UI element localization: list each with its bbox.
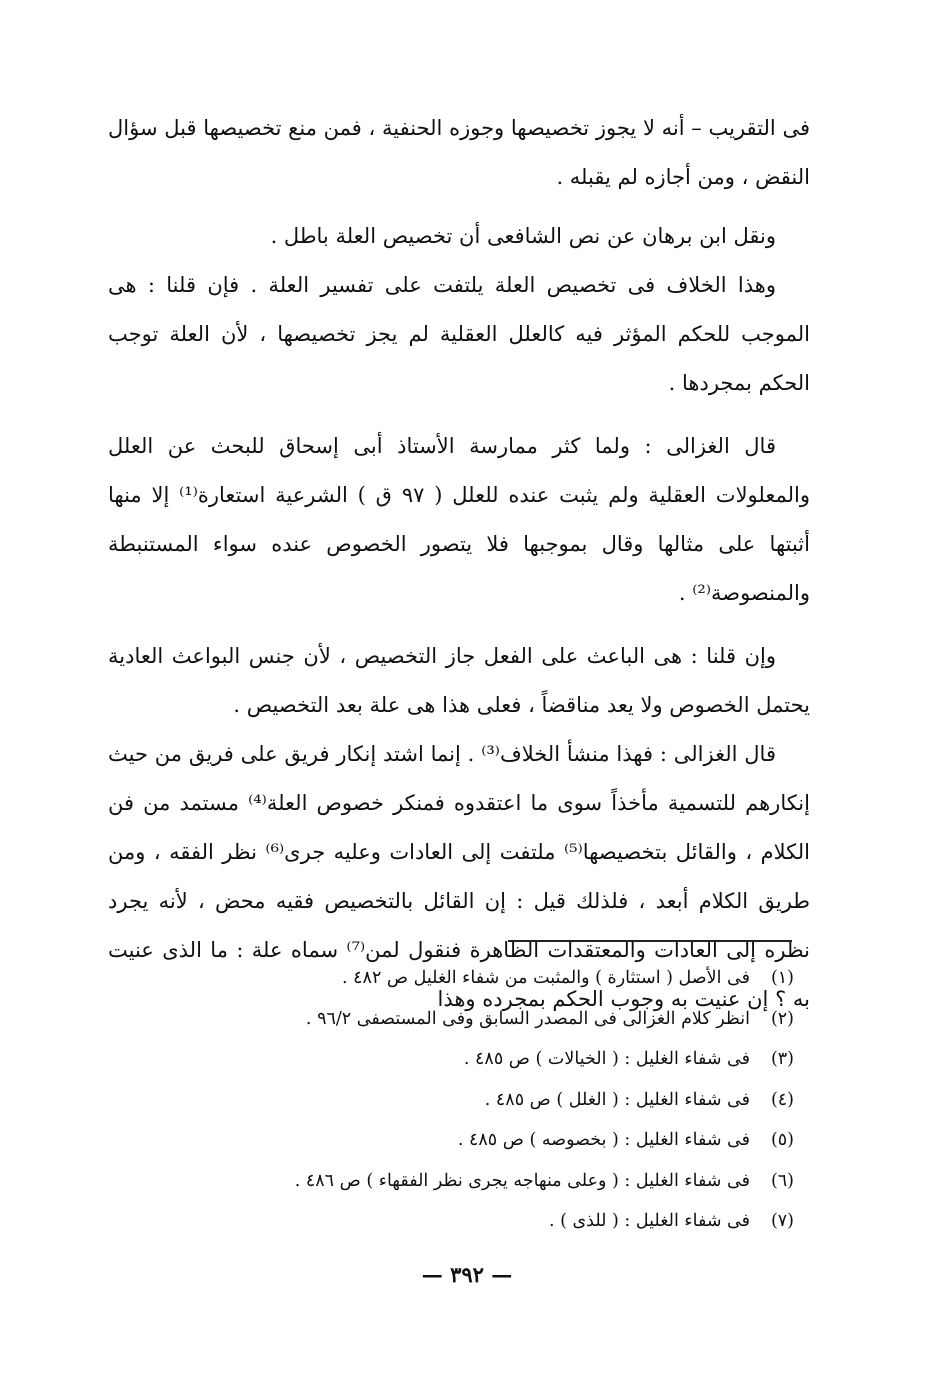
footnote xyxy=(194,1039,794,1080)
footnote-text: فى شفاء الغليل : ( للذى ) . xyxy=(548,1211,750,1231)
footnote xyxy=(194,1120,794,1161)
footnote xyxy=(194,1161,794,1202)
footnote xyxy=(194,958,794,999)
paragraph: ونقل ابن برهان عن نص الشافعى أن تخصيص العلة باطل . xyxy=(270,224,776,248)
footnotes-list xyxy=(194,958,794,1242)
page-number: — ٣٩٢ — xyxy=(421,1262,513,1287)
footnote-number: (٢) xyxy=(770,1008,794,1029)
footnote-text: فى شفاء الغليل : ( الغلل ) ص ٤٨٥ . xyxy=(484,1089,750,1110)
footnote-text: انظر كلام الغزالى فى المصدر السابق وفى المستصفى ٩٦/٢ . xyxy=(305,1008,750,1029)
paragraph: فى التقريب – أنه لا يجوز تخصيصها وجوزه الحنفية ، فمن منع تخصيصها قبل سؤال النقض ، ومن أجازه لم يقبله . xyxy=(108,116,810,189)
paragraph: وإن قلنا : هى الباعث على الفعل جاز التخصيص ، لأن جنس البواعث العادية يحتمل الخصوص ولا يعد مناقضاً ، فعلى هذا هى علة بعد التخصيص . xyxy=(108,644,810,717)
footnote-text: فى شفاء الغليل : ( بخصوصه ) ص ٤٨٥ . xyxy=(457,1130,750,1150)
footnote-text: فى شفاء الغليل : ( وعلى منهاجه يجرى نظر الفقهاء ) ص ٤٨٦ . xyxy=(294,1170,750,1191)
footnote-number: (٣) xyxy=(770,1049,794,1069)
footnote xyxy=(194,1201,794,1242)
footnote-number: (١) xyxy=(770,968,794,988)
footnote-number: (٦) xyxy=(770,1170,794,1191)
footnote-separator xyxy=(508,940,792,942)
footnote-text: فى الأصل ( استثارة ) والمثبت من شفاء الغليل ص ٤٨٢ . xyxy=(342,968,750,988)
footnote-number: (٧) xyxy=(770,1211,794,1231)
paragraph: وهذا الخلاف فى تخصيص العلة يلتفت على تفسير العلة . فإن قلنا : هى الموجب للحكم المؤثر فيه كالعلل العقلية لم يجز تخصيصها ، لأن العلة توجب الحكم بمجردها . xyxy=(108,273,810,395)
main-text xyxy=(108,104,810,1024)
footnote-number: (٤) xyxy=(770,1089,794,1110)
paragraph: قال الغزالى : فهذا منشأ الخلاف⁽³⁾ . إنما اشتد إنكار فريق على فريق من حيث إنكارهم للتسمية مأخذاً سوى ما اعتقدوه فمنكر خصوص العلة⁽⁴⁾ مستمد من فن الكلام ، والقائل بتخصيصها⁽⁵⁾ ملتفت إلى العادات وعليه جرى⁽⁶⁾ نظر الفقه ، ومن طريق الكلام أبعد ، فلذلك قيل : إن القائل بالتخصيص فقيه محض ، لأنه يجرد نظره إلى العادات والمعتقدات الظاهرة فنقول لمن⁽⁷⁾ سماه علة : ما الذى عنيت به ؟ إن عنيت به وجوب الحكم بمجرده وهذا xyxy=(108,742,810,1011)
footnote-number: (٥) xyxy=(770,1130,794,1150)
paragraph: قال الغزالى : ولما كثر ممارسة الأستاذ أبى إسحاق للبحث عن العلل والمعلولات العقلية ولم يثبت عنده للعلل ( ٩٧ ق ) الشرعية استعارة⁽¹⁾ إلا منها أثبتها على مثالها وقال بموجبها فلا يتصور الخصوص عنده سواء المستنبطة والمنصوصة⁽²⁾ . xyxy=(108,434,810,605)
footnote-text: فى شفاء الغليل : ( الخيالات ) ص ٤٨٥ . xyxy=(463,1049,750,1069)
footnote xyxy=(194,999,794,1040)
footnote xyxy=(194,1080,794,1121)
